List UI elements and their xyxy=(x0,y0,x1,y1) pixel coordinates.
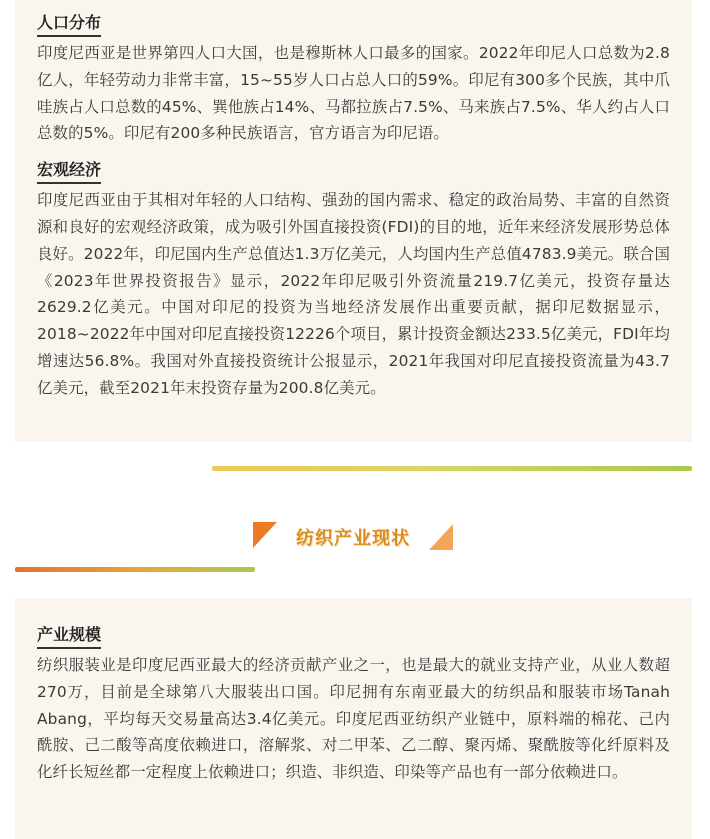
section-title-economy: 宏观经济 xyxy=(37,159,101,184)
paragraph-population: 印度尼西亚是世界第四人口大国，也是穆斯林人口最多的国家。2022年印尼人口总数为2.8亿人，年轻劳动力非常丰富，15~55岁人口占总人口的59%。印尼有300多个民族，其中爪哇族占人口总数的45%、巽他族占14%、马都拉族占7.5%、马来族占7.5%、华人约占人口总数的5%。印尼有200多种民族语言，官方语言为印尼语。 xyxy=(37,44,670,143)
paragraph-industry: 纺织服装业是印度尼西亚最大的经济贡献产业之一，也是最大的就业支持产业，从业人数超270万，目前是全球第八大服装出口国。印尼拥有东南亚最大的纺织品和服装市场Tanah Abang，平均每天交易量高达3.4亿美元。印度尼西亚纺织产业链中，原料端的棉花、己内酰胺、己二酸等高度依赖进口，溶解浆、对二甲苯、乙二醇、聚丙烯、聚酰胺等化纤原料及化纤长短丝都一定程度上依赖进口；织造、非织造、印染等产品也有一部分依赖进口。 xyxy=(37,656,670,782)
section-banner xyxy=(253,520,453,552)
paragraph-economy: 印度尼西亚由于其相对年轻的人口结构、强劲的国内需求、稳定的政治局势、丰富的自然资源和良好的宏观经济政策，成为吸引外国直接投资(FDI)的目的地，近年来经济发展形势总体良好。2022年，印尼国内生产总值达1.3万亿美元，人均国内生产总值4783.9美元。联合国《2023年世界投资报告》显示，2022年印尼吸引外资流量219.7亿美元，投资存量达2629.2亿美元。中国对印尼的投资为当地经济发展作出重要贡献，据印尼数据显示，2018~2022年中国对印尼直接投资12226个项目，累计投资金额达233.5亿美元，FDI年均增速达56.8%。我国对外直接投资统计公报显示，2021年我国对印尼直接投资流量为43.7亿美元，截至2021年末投资存量为200.8亿美元。 xyxy=(37,191,670,397)
content-card-bottom xyxy=(15,598,692,839)
content-card-top xyxy=(15,0,692,442)
section-title-industry: 产业规模 xyxy=(37,624,101,649)
banner-title: 纺织产业现状 xyxy=(296,528,410,549)
decorative-divider-bottom xyxy=(15,567,255,572)
decorative-divider-top xyxy=(212,466,692,471)
banner-triangle-right-icon xyxy=(429,524,453,550)
banner-triangle-left-icon xyxy=(253,522,277,548)
section-title-population: 人口分布 xyxy=(37,12,101,37)
